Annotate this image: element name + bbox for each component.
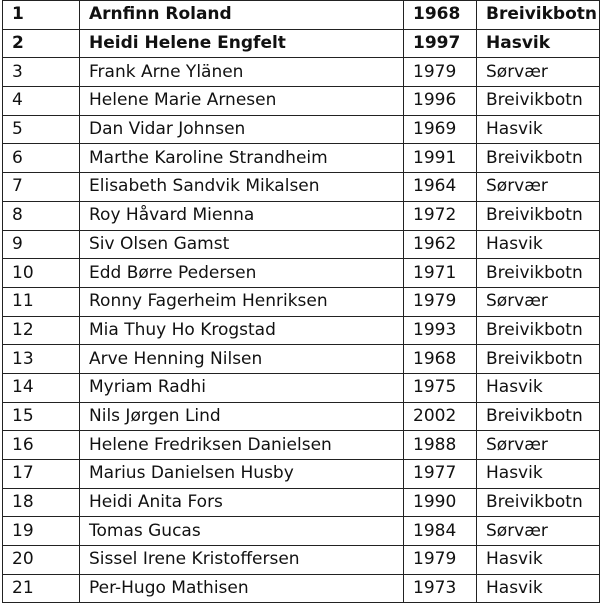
table-row (3, 574, 600, 603)
birth-year-cell: 1979 (404, 287, 477, 316)
rank-cell: 10 (3, 259, 80, 288)
rank-cell: 11 (3, 287, 80, 316)
place-cell: Breivikbotn (477, 488, 600, 517)
table-row (3, 488, 600, 517)
birth-year-cell: 1975 (404, 373, 477, 402)
place-cell: Hasvik (477, 29, 600, 58)
table-row (3, 316, 600, 345)
rank-cell: 7 (3, 173, 80, 202)
name-cell: Frank Arne Ylänen (80, 58, 404, 87)
table-row (3, 546, 600, 575)
table-row (3, 431, 600, 460)
place-cell: Hasvik (477, 115, 600, 144)
place-cell: Breivikbotn (477, 345, 600, 374)
name-cell: Sissel Irene Kristoffersen (80, 546, 404, 575)
table-row (3, 517, 600, 546)
place-cell: Hasvik (477, 460, 600, 489)
place-cell: Sørvær (477, 517, 600, 546)
place-cell: Sørvær (477, 431, 600, 460)
name-cell: Arnfinn Roland (80, 1, 404, 30)
birth-year-cell: 1988 (404, 431, 477, 460)
name-cell: Dan Vidar Johnsen (80, 115, 404, 144)
place-cell: Sørvær (477, 58, 600, 87)
rank-cell: 8 (3, 201, 80, 230)
birth-year-cell: 1973 (404, 574, 477, 603)
rank-cell: 17 (3, 460, 80, 489)
name-cell: Per-Hugo Mathisen (80, 574, 404, 603)
birth-year-cell: 1990 (404, 488, 477, 517)
birth-year-cell: 1962 (404, 230, 477, 259)
name-cell: Roy Håvard Mienna (80, 201, 404, 230)
place-cell: Sørvær (477, 287, 600, 316)
candidate-table (2, 0, 600, 603)
name-cell: Nils Jørgen Lind (80, 402, 404, 431)
place-cell: Hasvik (477, 546, 600, 575)
rank-cell: 4 (3, 87, 80, 116)
rank-cell: 19 (3, 517, 80, 546)
rank-cell: 2 (3, 29, 80, 58)
table-row (3, 1, 600, 30)
table-row (3, 115, 600, 144)
name-cell: Ronny Fagerheim Henriksen (80, 287, 404, 316)
table-row (3, 259, 600, 288)
table-row (3, 87, 600, 116)
name-cell: Mia Thuy Ho Krogstad (80, 316, 404, 345)
name-cell: Arve Henning Nilsen (80, 345, 404, 374)
name-cell: Heidi Anita Fors (80, 488, 404, 517)
name-cell: Myriam Radhi (80, 373, 404, 402)
rank-cell: 21 (3, 574, 80, 603)
name-cell: Marius Danielsen Husby (80, 460, 404, 489)
name-cell: Siv Olsen Gamst (80, 230, 404, 259)
birth-year-cell: 1991 (404, 144, 477, 173)
table-row (3, 373, 600, 402)
birth-year-cell: 1996 (404, 87, 477, 116)
place-cell: Breivikbotn (477, 87, 600, 116)
table-row (3, 58, 600, 87)
place-cell: Sørvær (477, 173, 600, 202)
birth-year-cell: 1993 (404, 316, 477, 345)
rank-cell: 3 (3, 58, 80, 87)
rank-cell: 14 (3, 373, 80, 402)
place-cell: Hasvik (477, 230, 600, 259)
name-cell: Helene Marie Arnesen (80, 87, 404, 116)
place-cell: Breivikbotn (477, 1, 600, 30)
name-cell: Edd Børre Pedersen (80, 259, 404, 288)
place-cell: Breivikbotn (477, 316, 600, 345)
birth-year-cell: 1969 (404, 115, 477, 144)
table-row (3, 144, 600, 173)
table-row (3, 402, 600, 431)
birth-year-cell: 2002 (404, 402, 477, 431)
birth-year-cell: 1968 (404, 1, 477, 30)
table-row (3, 230, 600, 259)
rank-cell: 12 (3, 316, 80, 345)
birth-year-cell: 1968 (404, 345, 477, 374)
name-cell: Helene Fredriksen Danielsen (80, 431, 404, 460)
place-cell: Breivikbotn (477, 144, 600, 173)
rank-cell: 18 (3, 488, 80, 517)
table-row (3, 201, 600, 230)
birth-year-cell: 1972 (404, 201, 477, 230)
table-row (3, 460, 600, 489)
table-row (3, 29, 600, 58)
place-cell: Hasvik (477, 574, 600, 603)
birth-year-cell: 1971 (404, 259, 477, 288)
birth-year-cell: 1964 (404, 173, 477, 202)
rank-cell: 5 (3, 115, 80, 144)
birth-year-cell: 1979 (404, 546, 477, 575)
rank-cell: 6 (3, 144, 80, 173)
birth-year-cell: 1979 (404, 58, 477, 87)
birth-year-cell: 1977 (404, 460, 477, 489)
rank-cell: 15 (3, 402, 80, 431)
rank-cell: 13 (3, 345, 80, 374)
birth-year-cell: 1997 (404, 29, 477, 58)
table-row (3, 345, 600, 374)
birth-year-cell: 1984 (404, 517, 477, 546)
place-cell: Breivikbotn (477, 402, 600, 431)
name-cell: Tomas Gucas (80, 517, 404, 546)
rank-cell: 9 (3, 230, 80, 259)
name-cell: Marthe Karoline Strandheim (80, 144, 404, 173)
place-cell: Breivikbotn (477, 259, 600, 288)
name-cell: Elisabeth Sandvik Mikalsen (80, 173, 404, 202)
rank-cell: 20 (3, 546, 80, 575)
table-row (3, 173, 600, 202)
name-cell: Heidi Helene Engfelt (80, 29, 404, 58)
candidate-table-body (3, 1, 600, 603)
place-cell: Hasvik (477, 373, 600, 402)
table-row (3, 287, 600, 316)
rank-cell: 16 (3, 431, 80, 460)
place-cell: Breivikbotn (477, 201, 600, 230)
rank-cell: 1 (3, 1, 80, 30)
